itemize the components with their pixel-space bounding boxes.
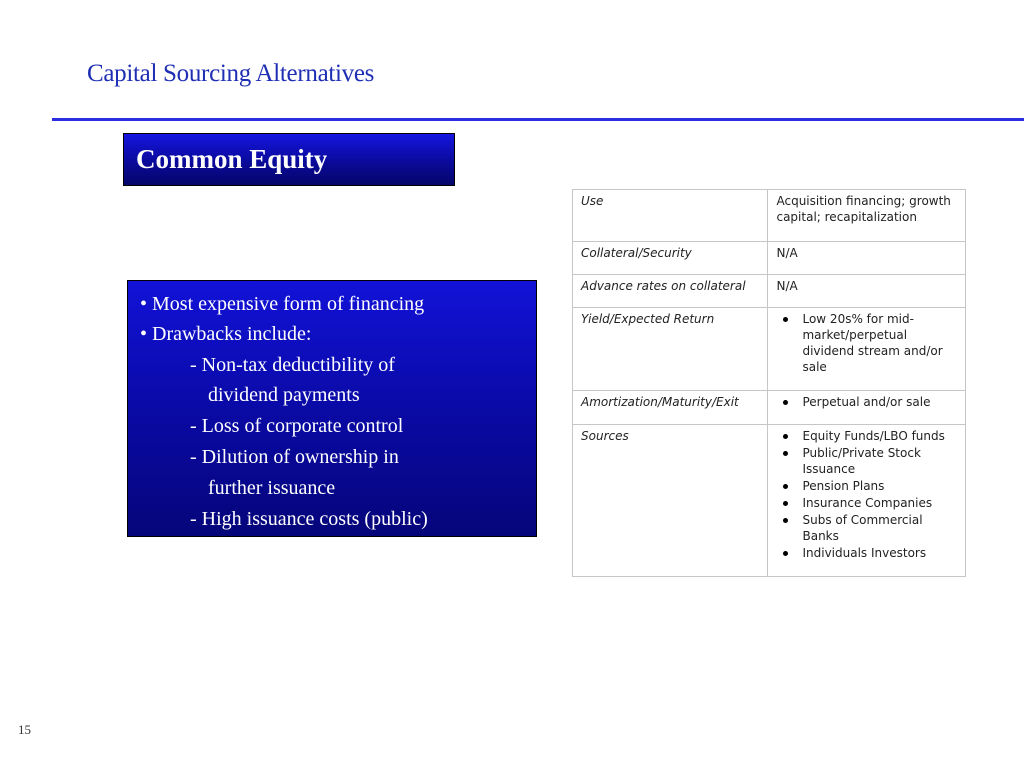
equity-terms-table [572, 189, 966, 577]
list-item: Low 20s% for mid-market/perpetual dividend stream and/or sale [776, 311, 957, 375]
row-value [768, 308, 966, 391]
sub-bullet-item: - Non-tax deductibility of [190, 354, 395, 376]
drawbacks-box [127, 280, 537, 537]
return-list [776, 311, 957, 375]
table-row [573, 190, 966, 242]
table-row [573, 425, 966, 577]
list-item: Individuals Investors [776, 545, 957, 561]
sub-bullet-item: - Loss of corporate control [190, 415, 404, 437]
row-value: N/A [768, 275, 966, 308]
row-label: Yield/Expected Return [573, 308, 768, 391]
sub-bullet-continuation: further issuance [208, 477, 336, 499]
row-label: Sources [573, 425, 768, 577]
list-item: Insurance Companies [776, 495, 957, 511]
bullet-item: • Most expensive form of financing [140, 293, 425, 315]
row-value [768, 425, 966, 577]
table-row [573, 242, 966, 275]
table-row [573, 308, 966, 391]
list-item: Public/Private Stock Issuance [776, 445, 957, 477]
slide-title: Capital Sourcing Alternatives [87, 60, 375, 87]
bullet-item: • Drawbacks include: [140, 323, 312, 345]
list-item: Subs of Commercial Banks [776, 512, 957, 544]
row-label: Collateral/Security [573, 242, 768, 275]
list-item: Perpetual and/or sale [776, 394, 957, 410]
sub-bullet-item: - High issuance costs (public) [190, 508, 428, 530]
list-item: Pension Plans [776, 478, 957, 494]
title-divider [52, 118, 1024, 121]
row-value: N/A [768, 242, 966, 275]
exit-list [776, 394, 957, 410]
table-row [573, 391, 966, 425]
sub-bullet-continuation: dividend payments [208, 384, 360, 406]
row-label: Advance rates on collateral [573, 275, 768, 308]
table-row [573, 275, 966, 308]
row-value [768, 391, 966, 425]
row-value: Acquisition financing; growth capital; recapitalization [768, 190, 966, 242]
list-item: Equity Funds/LBO funds [776, 428, 957, 444]
section-heading-box [123, 133, 455, 186]
section-heading: Common Equity [136, 144, 328, 174]
row-label: Amortization/Maturity/Exit [573, 391, 768, 425]
sources-list [776, 428, 957, 561]
page-number: 15 [18, 722, 31, 737]
sub-bullet-item: - Dilution of ownership in [190, 446, 399, 468]
row-label: Use [573, 190, 768, 242]
